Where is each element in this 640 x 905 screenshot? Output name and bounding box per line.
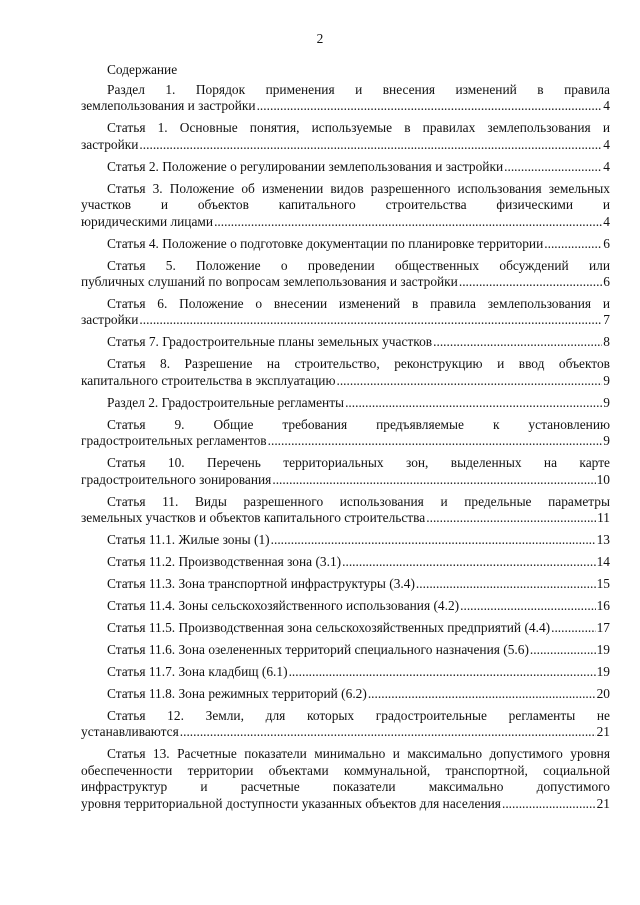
leader-dots <box>502 796 596 812</box>
toc-page-number: 6 <box>603 235 610 251</box>
leader-dots <box>214 214 602 230</box>
leader-dots <box>180 724 596 740</box>
toc-entry-text: Статья 11.7. Зона кладбищ (6.1) <box>107 664 288 680</box>
leader-dots <box>530 642 596 658</box>
leader-dots <box>460 598 595 614</box>
leader-dots <box>271 532 596 548</box>
toc-page-number: 13 <box>596 532 610 548</box>
toc-page-number: 4 <box>603 158 610 174</box>
toc-page-number: 19 <box>596 664 610 680</box>
toc-entry-lead: Статья 11. Виды разрешенного использования и предельные параметры <box>107 493 610 509</box>
toc-entry[interactable] <box>81 686 610 702</box>
toc-page-number: 16 <box>596 598 610 614</box>
toc-entry[interactable] <box>81 494 610 527</box>
toc-entry-tail: уровня территориальной доступности указанных объектов для населения <box>81 795 501 811</box>
leader-dots <box>433 334 602 350</box>
toc-entry-tail: земельных участков и объектов капитального строительства <box>81 510 426 526</box>
toc-entry-tail: публичных слушаний по вопросам землепользования и застройки <box>81 274 458 290</box>
toc-entry[interactable] <box>81 159 610 175</box>
toc-page-number: 9 <box>603 433 610 449</box>
toc-entry-lead: Статья 3. Положение об изменении видов разрешенного использования земельных участков и объектов капитального строительства физическими и <box>81 180 610 213</box>
toc-entry-tail: застройки <box>81 312 139 328</box>
toc-entry-lead: Статья 9. Общие требования предъявляемые к установлению <box>107 416 610 432</box>
toc-entry-text: Статья 11.1. Жилые зоны (1) <box>107 532 270 548</box>
toc-entry[interactable] <box>81 576 610 592</box>
toc-heading: Содержание <box>107 62 178 77</box>
toc-page-number: 17 <box>596 620 610 636</box>
toc-page-number: 21 <box>596 724 610 740</box>
toc-page-number: 4 <box>603 213 610 229</box>
toc-entry-tail: устанавливаются <box>81 724 179 740</box>
toc-entry-text: Статья 11.6. Зона озелененных территорий специального назначения (5.6) <box>107 642 529 658</box>
toc-entry-text: Раздел 2. Градостроительные регламенты <box>107 394 345 410</box>
toc-entry-text: Статья 11.4. Зоны сельскохозяйственного использования (4.2) <box>107 598 460 614</box>
toc-entry[interactable] <box>81 642 610 658</box>
toc-entry-lead: Статья 1. Основные понятия, используемые в правилах землепользования и <box>107 120 610 136</box>
leader-dots <box>289 664 596 680</box>
toc-entry-lead: Статья 13. Расчетные показатели минимально и максимально допустимого уровня обеспеченности территории объектами коммунальной, транспортной, социальной инфраструктур и расчетные показатели максимально допустимого <box>81 746 610 795</box>
leader-dots <box>272 472 595 488</box>
toc-page-number: 8 <box>603 334 610 350</box>
toc-page-number: 4 <box>603 136 610 152</box>
toc-entry[interactable] <box>81 620 610 636</box>
leader-dots <box>139 312 602 328</box>
toc-entry-tail: землепользования и застройки <box>81 98 256 114</box>
toc-entry-tail: юридическими лицами <box>81 213 214 229</box>
toc-entry-text: Статья 11.2. Производственная зона (3.1) <box>107 554 342 570</box>
toc-page-number: 15 <box>596 576 610 592</box>
toc-entry[interactable] <box>81 181 610 230</box>
toc-entry-text: Статья 7. Градостроительные планы земельных участков <box>107 334 433 350</box>
toc-page-number: 11 <box>597 510 610 526</box>
toc-entry-tail: градостроительного зонирования <box>81 471 272 487</box>
toc-page-number: 6 <box>603 274 610 290</box>
toc-entry[interactable] <box>81 356 610 389</box>
toc-entry-lead: Статья 5. Положение о проведении общественных обсуждений или <box>107 257 610 273</box>
toc-entry[interactable] <box>81 82 610 115</box>
toc-entry-text: Статья 2. Положение о регулировании землепользования и застройки <box>107 158 504 174</box>
toc-entry[interactable] <box>81 664 610 680</box>
toc-entry-tail: градостроительных регламентов <box>81 433 267 449</box>
toc-entry-text: Статья 11.5. Производственная зона сельскохозяйственных предприятий (4.4) <box>107 620 551 636</box>
toc-entry-text: Статья 11.8. Зона режимных территорий (6.2) <box>107 686 367 702</box>
toc-page-number: 20 <box>596 686 610 702</box>
toc-entry[interactable] <box>81 334 610 350</box>
toc-entry[interactable] <box>81 417 610 450</box>
page-number: 2 <box>316 31 324 46</box>
toc-entry[interactable] <box>81 554 610 570</box>
leader-dots <box>459 274 602 290</box>
leader-dots <box>139 137 602 153</box>
toc-entry[interactable] <box>81 120 610 153</box>
table-of-contents <box>81 82 610 818</box>
leader-dots <box>416 576 596 592</box>
leader-dots <box>426 510 596 526</box>
toc-entry[interactable] <box>81 455 610 488</box>
toc-entry-lead: Статья 8. Разрешение на строительство, реконструкцию и ввод объектов <box>107 356 610 372</box>
toc-entry-text: Статья 4. Положение о подготовке документации по планировке территории <box>107 235 544 251</box>
toc-entry[interactable] <box>81 708 610 741</box>
leader-dots <box>342 554 595 570</box>
toc-entry[interactable] <box>81 258 610 291</box>
toc-entry-lead: Статья 12. Земли, для которых градостроительные регламенты не <box>107 708 610 724</box>
toc-page-number: 14 <box>596 554 610 570</box>
toc-entry[interactable] <box>81 236 610 252</box>
toc-page-number: 9 <box>603 394 610 410</box>
leader-dots <box>504 159 602 175</box>
leader-dots <box>368 686 596 702</box>
toc-entry-lead: Статья 10. Перечень территориальных зон, выделенных на карте <box>107 455 610 471</box>
toc-entry-tail: капитального строительства в эксплуатацию <box>81 372 336 388</box>
leader-dots <box>345 395 602 411</box>
toc-page-number: 10 <box>596 471 610 487</box>
toc-entry-lead: Раздел 1. Порядок применения и внесения изменений в правила <box>107 82 610 97</box>
toc-page-number: 9 <box>603 372 610 388</box>
toc-page-number: 19 <box>596 642 610 658</box>
toc-page-number: 4 <box>603 98 610 114</box>
toc-page-number: 7 <box>603 312 610 328</box>
toc-entry[interactable] <box>81 532 610 548</box>
toc-entry-text: Статья 11.3. Зона транспортной инфраструктуры (3.4) <box>107 576 415 592</box>
leader-dots <box>257 98 603 114</box>
leader-dots <box>544 236 602 252</box>
leader-dots <box>551 620 596 636</box>
toc-page-number: 21 <box>596 795 610 811</box>
leader-dots <box>268 433 603 449</box>
toc-entry-lead: Статья 6. Положение о внесении изменений в правила землепользования и <box>107 296 610 312</box>
toc-entry[interactable] <box>81 296 610 329</box>
leader-dots <box>336 373 602 389</box>
toc-entry[interactable] <box>81 746 610 812</box>
toc-entry[interactable] <box>81 395 610 411</box>
toc-entry[interactable] <box>81 598 610 614</box>
toc-entry-tail: застройки <box>81 136 139 152</box>
